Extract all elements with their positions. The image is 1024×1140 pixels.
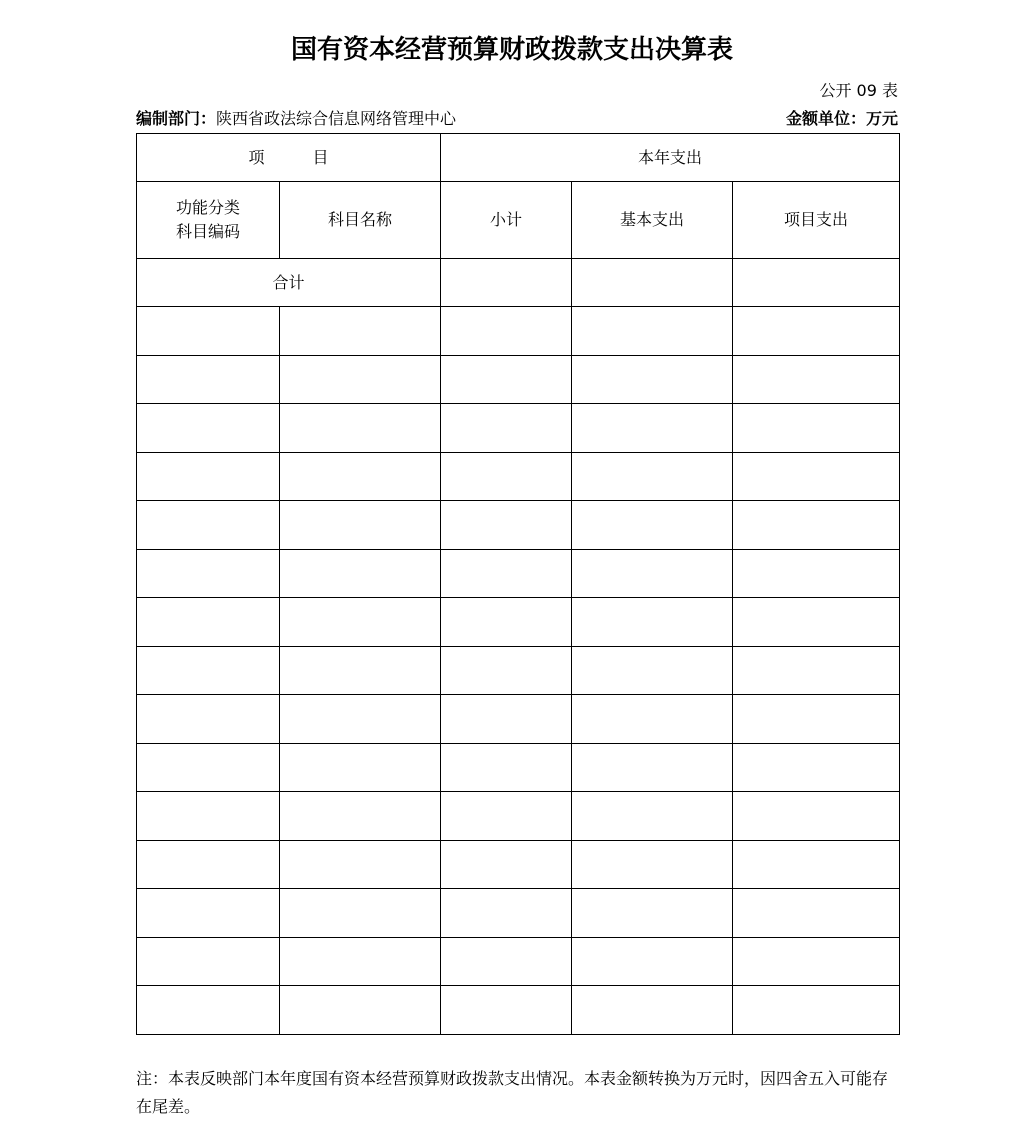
cell-project bbox=[733, 937, 900, 986]
cell-subtotal bbox=[441, 986, 572, 1035]
page-title: 国有资本经营预算财政拨款支出决算表 bbox=[290, 35, 733, 65]
cell-code bbox=[137, 792, 280, 841]
department-info bbox=[136, 106, 456, 132]
header-function-code bbox=[137, 182, 280, 259]
table-row bbox=[137, 937, 900, 986]
cell-project bbox=[733, 986, 900, 1035]
meta-row bbox=[136, 106, 898, 132]
table-row bbox=[137, 549, 900, 598]
cell-code bbox=[137, 695, 280, 744]
cell-basic bbox=[572, 937, 733, 986]
table-row bbox=[137, 598, 900, 647]
cell-subtotal bbox=[441, 937, 572, 986]
cell-subtotal bbox=[441, 549, 572, 598]
department-label: 编制部门： bbox=[136, 109, 217, 128]
cell-subtotal bbox=[441, 792, 572, 841]
cell-code bbox=[137, 840, 280, 889]
unit-label: 金额单位： bbox=[785, 109, 866, 128]
cell-project bbox=[733, 840, 900, 889]
total-project bbox=[733, 259, 900, 307]
cell-subtotal bbox=[441, 598, 572, 647]
header-item-char-2: 目 bbox=[312, 147, 329, 167]
table-row bbox=[137, 307, 900, 356]
budget-table bbox=[136, 133, 900, 1035]
table-row bbox=[137, 646, 900, 695]
cell-name bbox=[280, 889, 441, 938]
cell-subtotal bbox=[441, 501, 572, 550]
cell-basic bbox=[572, 646, 733, 695]
header-code-line2: 科目编码 bbox=[175, 222, 240, 241]
unit-info bbox=[786, 106, 898, 132]
cell-project bbox=[733, 501, 900, 550]
cell-name bbox=[280, 307, 441, 356]
header-basic-expense: 基本支出 bbox=[572, 182, 733, 259]
cell-basic bbox=[572, 889, 733, 938]
table-row bbox=[137, 986, 900, 1035]
cell-name bbox=[280, 743, 441, 792]
header-row-2 bbox=[137, 182, 900, 259]
header-item-char-1: 项 bbox=[248, 147, 265, 167]
header-item bbox=[137, 134, 441, 182]
total-subtotal bbox=[441, 259, 572, 307]
cell-subtotal bbox=[441, 646, 572, 695]
cell-subtotal bbox=[441, 743, 572, 792]
cell-code bbox=[137, 452, 280, 501]
cell-name bbox=[280, 840, 441, 889]
header-code-line1: 功能分类 bbox=[175, 198, 240, 217]
cell-code bbox=[137, 355, 280, 404]
cell-project bbox=[733, 889, 900, 938]
cell-basic bbox=[572, 743, 733, 792]
cell-subtotal bbox=[441, 840, 572, 889]
cell-code bbox=[137, 307, 280, 356]
cell-basic bbox=[572, 355, 733, 404]
table-row bbox=[137, 355, 900, 404]
cell-code bbox=[137, 986, 280, 1035]
cell-basic bbox=[572, 598, 733, 647]
cell-code bbox=[137, 646, 280, 695]
cell-name bbox=[280, 937, 441, 986]
header-project-expense: 项目支出 bbox=[733, 182, 900, 259]
table-row bbox=[137, 452, 900, 501]
table-row bbox=[137, 404, 900, 453]
cell-basic bbox=[572, 549, 733, 598]
cell-code bbox=[137, 889, 280, 938]
cell-name bbox=[280, 598, 441, 647]
cell-subtotal bbox=[441, 889, 572, 938]
table-row bbox=[137, 743, 900, 792]
cell-project bbox=[733, 355, 900, 404]
cell-subtotal bbox=[441, 307, 572, 356]
cell-name bbox=[280, 501, 441, 550]
cell-subtotal bbox=[441, 695, 572, 744]
unit-value: 万元 bbox=[865, 109, 898, 128]
table-row bbox=[137, 695, 900, 744]
footnote: 注：本表反映部门本年度国有资本经营预算财政拨款支出情况。本表金额转换为万元时，因四舍五入可能存在尾差。 bbox=[136, 1069, 889, 1116]
cell-basic bbox=[572, 695, 733, 744]
cell-code bbox=[137, 549, 280, 598]
header-subject-name: 科目名称 bbox=[280, 182, 441, 259]
table-row bbox=[137, 792, 900, 841]
cell-name bbox=[280, 452, 441, 501]
cell-project bbox=[733, 452, 900, 501]
header-row-1 bbox=[137, 134, 900, 182]
cell-project bbox=[733, 695, 900, 744]
department-value: 陕西省政法综合信息网络管理中心 bbox=[216, 109, 457, 128]
cell-name bbox=[280, 792, 441, 841]
cell-code bbox=[137, 937, 280, 986]
total-basic bbox=[572, 259, 733, 307]
cell-project bbox=[733, 404, 900, 453]
cell-project bbox=[733, 792, 900, 841]
cell-basic bbox=[572, 986, 733, 1035]
table-row bbox=[137, 889, 900, 938]
cell-basic bbox=[572, 307, 733, 356]
cell-code bbox=[137, 743, 280, 792]
cell-name bbox=[280, 355, 441, 404]
cell-code bbox=[137, 404, 280, 453]
cell-project bbox=[733, 743, 900, 792]
cell-basic bbox=[572, 792, 733, 841]
cell-subtotal bbox=[441, 355, 572, 404]
cell-basic bbox=[572, 404, 733, 453]
cell-subtotal bbox=[441, 404, 572, 453]
cell-basic bbox=[572, 501, 733, 550]
cell-code bbox=[137, 598, 280, 647]
total-row bbox=[137, 259, 900, 307]
cell-basic bbox=[572, 452, 733, 501]
cell-name bbox=[280, 646, 441, 695]
cell-basic bbox=[572, 840, 733, 889]
cell-subtotal bbox=[441, 452, 572, 501]
cell-project bbox=[733, 549, 900, 598]
header-subtotal: 小计 bbox=[441, 182, 572, 259]
table-row bbox=[137, 501, 900, 550]
cell-name bbox=[280, 695, 441, 744]
cell-project bbox=[733, 598, 900, 647]
cell-name bbox=[280, 549, 441, 598]
table-row bbox=[137, 840, 900, 889]
cell-project bbox=[733, 307, 900, 356]
header-current-year: 本年支出 bbox=[441, 134, 900, 182]
form-number: 公开 09 表 bbox=[819, 81, 898, 100]
total-label: 合计 bbox=[137, 259, 441, 307]
cell-name bbox=[280, 404, 441, 453]
cell-project bbox=[733, 646, 900, 695]
cell-name bbox=[280, 986, 441, 1035]
cell-code bbox=[137, 501, 280, 550]
